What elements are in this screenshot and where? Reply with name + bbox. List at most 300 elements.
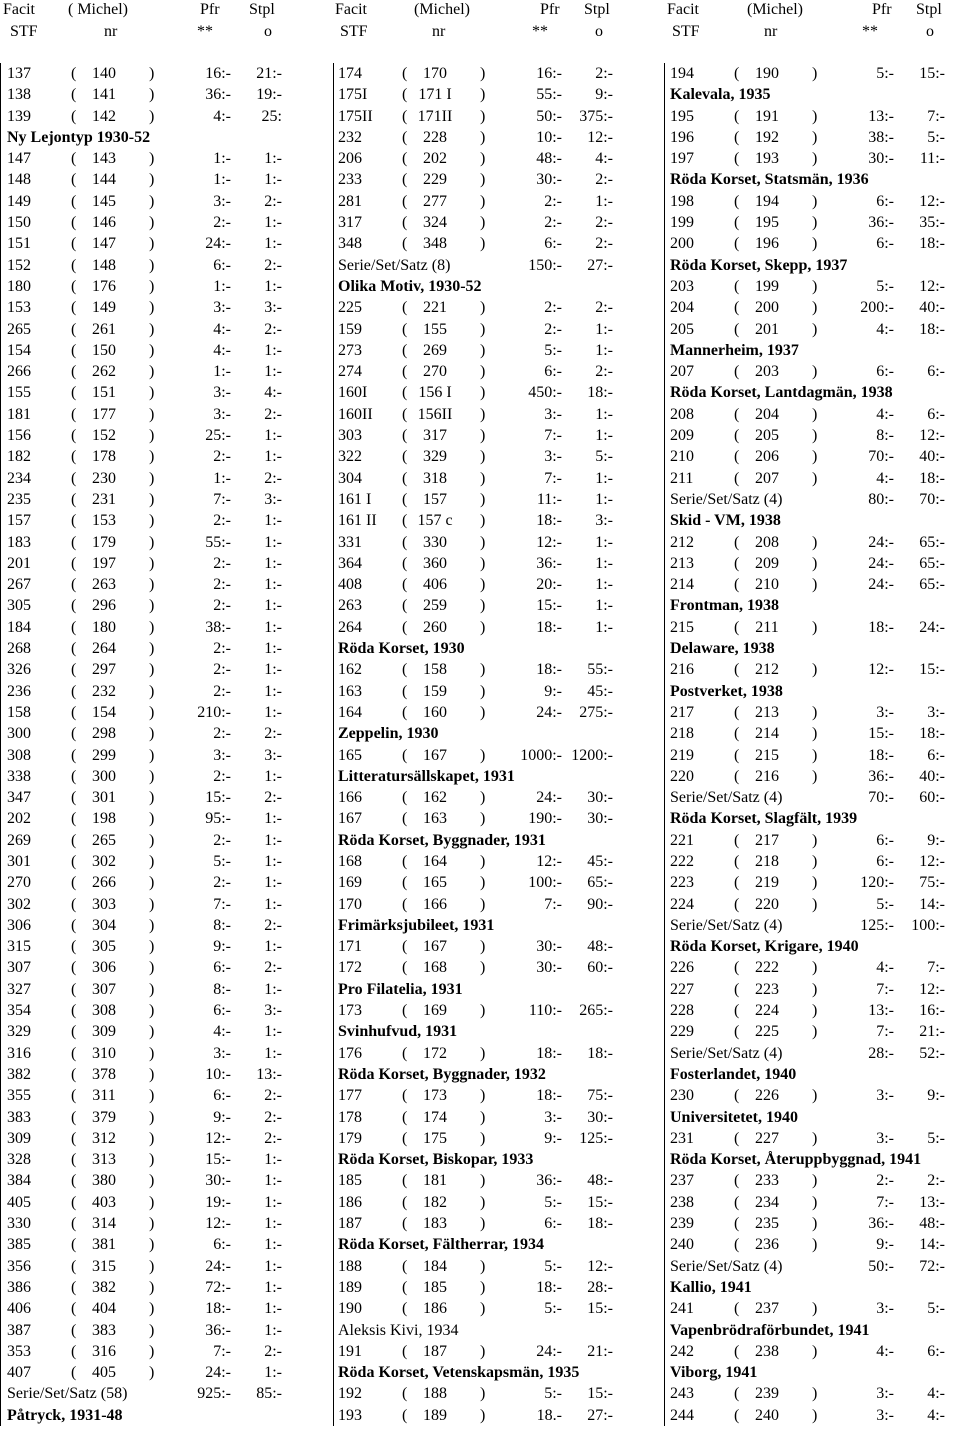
open-paren: ( xyxy=(734,192,740,210)
michel-number: 213 xyxy=(755,703,779,721)
mint-price: 120:- xyxy=(860,874,894,892)
mint-price: 1:- xyxy=(213,150,231,168)
mint-price: 9:- xyxy=(213,1108,231,1126)
open-paren: ( xyxy=(402,852,408,870)
close-paren: ) xyxy=(480,86,486,104)
open-paren: ( xyxy=(71,469,77,487)
used-price: 1:- xyxy=(595,618,613,636)
close-paren: ) xyxy=(812,576,818,594)
used-price: 5:- xyxy=(595,448,613,466)
stamp-row xyxy=(664,1341,960,1362)
stamp-row xyxy=(1,84,333,105)
facit-number: 167 xyxy=(338,810,362,828)
used-price: 275:- xyxy=(579,703,613,721)
michel-number: 230 xyxy=(92,469,116,487)
michel-number: 227 xyxy=(755,1129,779,1147)
open-paren: ( xyxy=(402,597,408,615)
open-paren: ( xyxy=(402,1406,408,1424)
facit-number: 162 xyxy=(338,661,362,679)
stamp-row xyxy=(664,1128,960,1149)
open-paren: ( xyxy=(71,107,77,125)
set-used-price: 70:- xyxy=(919,490,945,508)
mint-price: 3:- xyxy=(544,405,562,423)
used-price: 35:- xyxy=(919,214,945,232)
michel-number: 145 xyxy=(92,192,116,210)
used-price: 30:- xyxy=(587,810,613,828)
facit-number: 242 xyxy=(670,1342,694,1360)
close-paren: ) xyxy=(812,192,818,210)
facit-number: 226 xyxy=(670,959,694,977)
michel-number: 218 xyxy=(755,852,779,870)
stamp-row xyxy=(332,1085,664,1106)
open-paren: ( xyxy=(402,192,408,210)
used-price: 1:- xyxy=(264,171,282,189)
facit-number: 184 xyxy=(7,618,31,636)
open-paren: ( xyxy=(734,1236,740,1254)
set-total-row xyxy=(664,1043,960,1064)
open-paren: ( xyxy=(71,810,77,828)
mint-price: 5:- xyxy=(876,277,894,295)
used-price: 48:- xyxy=(919,1215,945,1233)
facit-number: 166 xyxy=(338,789,362,807)
open-paren: ( xyxy=(71,341,77,359)
stamp-row xyxy=(664,872,960,893)
close-paren: ) xyxy=(812,427,818,445)
price-column-1 xyxy=(0,63,334,1426)
open-paren: ( xyxy=(71,363,77,381)
mint-price: 15:- xyxy=(205,789,231,807)
open-paren: ( xyxy=(734,1023,740,1041)
used-price: 2:- xyxy=(264,789,282,807)
facit-number: 306 xyxy=(7,916,31,934)
open-paren: ( xyxy=(71,1193,77,1211)
used-price: 2:- xyxy=(595,65,613,82)
open-paren: ( xyxy=(71,895,77,913)
stamp-row xyxy=(664,361,960,382)
open-paren: ( xyxy=(402,1087,408,1105)
stamp-row xyxy=(332,745,664,766)
stamp-row xyxy=(332,574,664,595)
used-price: 5:- xyxy=(927,1300,945,1318)
michel-number: 179 xyxy=(92,533,116,551)
michel-number: 171 I xyxy=(418,86,452,104)
used-price: 1:- xyxy=(264,1044,282,1062)
open-paren: ( xyxy=(71,277,77,295)
open-paren: ( xyxy=(402,1257,408,1275)
close-paren: ) xyxy=(149,1129,155,1147)
michel-number: 205 xyxy=(755,427,779,445)
michel-number: 143 xyxy=(92,150,116,168)
open-paren: ( xyxy=(71,490,77,508)
close-paren: ) xyxy=(812,959,818,977)
used-price: 55:- xyxy=(587,661,613,679)
michel-number: 219 xyxy=(755,874,779,892)
mint-price: 6:- xyxy=(876,192,894,210)
mint-price: 7:- xyxy=(544,427,562,445)
close-paren: ) xyxy=(812,725,818,743)
close-paren: ) xyxy=(149,533,155,551)
open-paren: ( xyxy=(402,746,408,764)
facit-number: 240 xyxy=(670,1236,694,1254)
open-paren: ( xyxy=(402,938,408,956)
close-paren: ) xyxy=(149,895,155,913)
michel-number: 240 xyxy=(755,1406,779,1424)
open-paren: ( xyxy=(734,1087,740,1105)
header-o: o xyxy=(595,23,603,40)
used-price: 40:- xyxy=(919,299,945,317)
facit-number: 172 xyxy=(338,959,362,977)
close-paren: ) xyxy=(480,1215,486,1233)
stamp-row xyxy=(1,681,333,702)
used-price: 13:- xyxy=(256,1065,282,1083)
used-price: 13:- xyxy=(919,1193,945,1211)
close-paren: ) xyxy=(149,150,155,168)
mint-price: 3:- xyxy=(213,1044,231,1062)
michel-number: 201 xyxy=(755,320,779,338)
facit-number: 204 xyxy=(670,299,694,317)
michel-number: 163 xyxy=(423,810,447,828)
stamp-row xyxy=(332,1298,664,1319)
stamp-row xyxy=(664,1000,960,1021)
michel-number: 226 xyxy=(755,1087,779,1105)
close-paren: ) xyxy=(149,661,155,679)
michel-number: 193 xyxy=(755,150,779,168)
used-price: 45:- xyxy=(587,682,613,700)
facit-number: 214 xyxy=(670,576,694,594)
mint-price: 24:- xyxy=(868,554,894,572)
open-paren: ( xyxy=(71,1108,77,1126)
close-paren: ) xyxy=(480,1257,486,1275)
michel-number: 234 xyxy=(755,1193,779,1211)
facit-number: 199 xyxy=(670,214,694,232)
michel-number: 186 xyxy=(423,1300,447,1318)
set-mint-price: 80:- xyxy=(868,490,894,508)
open-paren: ( xyxy=(734,767,740,785)
stamp-row xyxy=(332,127,664,148)
open-paren: ( xyxy=(734,277,740,295)
mint-price: 16:- xyxy=(205,65,231,82)
stamp-row xyxy=(332,1000,664,1021)
used-price: 18:- xyxy=(587,1215,613,1233)
used-price: 3:- xyxy=(264,746,282,764)
stamp-row xyxy=(664,830,960,851)
michel-number: 214 xyxy=(755,725,779,743)
michel-number: 207 xyxy=(755,469,779,487)
close-paren: ) xyxy=(149,1151,155,1169)
open-paren: ( xyxy=(734,235,740,253)
stamp-row xyxy=(332,702,664,723)
open-paren: ( xyxy=(71,405,77,423)
set-label: Serie/Set/Satz (4) xyxy=(670,916,783,934)
stamp-row xyxy=(332,169,664,190)
header-pfr: Pfr xyxy=(200,1,220,18)
close-paren: ) xyxy=(480,1278,486,1296)
stamp-row xyxy=(1,63,333,84)
close-paren: ) xyxy=(480,448,486,466)
michel-number: 151 xyxy=(92,384,116,402)
mint-price: 18:- xyxy=(205,1300,231,1318)
facit-number: 233 xyxy=(338,171,362,189)
facit-number: 224 xyxy=(670,895,694,913)
facit-number: 149 xyxy=(7,192,31,210)
mint-price: 450:- xyxy=(528,384,562,402)
stamp-row xyxy=(1,169,333,190)
facit-number: 386 xyxy=(7,1278,31,1296)
close-paren: ) xyxy=(480,192,486,210)
facit-number: 326 xyxy=(7,661,31,679)
mint-price: 36:- xyxy=(205,1321,231,1339)
michel-number: 165 xyxy=(423,874,447,892)
open-paren: ( xyxy=(71,831,77,849)
close-paren: ) xyxy=(812,980,818,998)
stamp-row xyxy=(1,595,333,616)
used-price: 3:- xyxy=(264,490,282,508)
stamp-row xyxy=(1,1128,333,1149)
facit-number: 210 xyxy=(670,448,694,466)
set-total-row xyxy=(1,1383,333,1404)
close-paren: ) xyxy=(480,128,486,146)
facit-number: 387 xyxy=(7,1321,31,1339)
close-paren: ) xyxy=(149,916,155,934)
mint-price: 2:- xyxy=(876,1172,894,1190)
set-mint-price: 28:- xyxy=(868,1044,894,1062)
stamp-row xyxy=(1,297,333,318)
open-paren: ( xyxy=(71,1065,77,1083)
header-michel: (Michel) xyxy=(414,1,470,18)
used-price: 12:- xyxy=(587,1257,613,1275)
mint-price: 6:- xyxy=(544,1215,562,1233)
close-paren: ) xyxy=(812,150,818,168)
close-paren: ) xyxy=(149,682,155,700)
used-price: 1:- xyxy=(264,1278,282,1296)
facit-number: 237 xyxy=(670,1172,694,1190)
open-paren: ( xyxy=(71,703,77,721)
used-price: 1:- xyxy=(264,214,282,232)
section-title: Zeppelin, 1930 xyxy=(338,725,439,743)
facit-number: 218 xyxy=(670,725,694,743)
facit-number: 209 xyxy=(670,427,694,445)
mint-price: 15:- xyxy=(205,1151,231,1169)
used-price: 18:- xyxy=(587,1044,613,1062)
mint-price: 1:- xyxy=(213,171,231,189)
open-paren: ( xyxy=(71,256,77,274)
stamp-row xyxy=(1,553,333,574)
michel-number: 259 xyxy=(423,597,447,615)
open-paren: ( xyxy=(402,1129,408,1147)
mint-price: 7:- xyxy=(213,490,231,508)
mint-price: 9:- xyxy=(876,1236,894,1254)
stamp-row xyxy=(332,1170,664,1191)
mint-price: 6:- xyxy=(544,363,562,381)
mint-price: 30:- xyxy=(536,938,562,956)
facit-number: 264 xyxy=(338,618,362,636)
stamp-row xyxy=(332,532,664,553)
close-paren: ) xyxy=(149,1023,155,1041)
open-paren: ( xyxy=(402,320,408,338)
michel-number: 381 xyxy=(92,1236,116,1254)
mint-price: 38:- xyxy=(205,618,231,636)
stamp-row xyxy=(332,851,664,872)
close-paren: ) xyxy=(149,980,155,998)
mint-price: 6:- xyxy=(213,1087,231,1105)
michel-number: 312 xyxy=(92,1129,116,1147)
stamp-row xyxy=(332,1192,664,1213)
stamp-row xyxy=(1,1362,333,1383)
used-price: 1:- xyxy=(264,874,282,892)
stamp-row xyxy=(664,127,960,148)
mint-price: 30:- xyxy=(868,150,894,168)
mint-price: 2:- xyxy=(544,299,562,317)
mint-price: 18:- xyxy=(536,1087,562,1105)
section-title: Röda Korset, 1930 xyxy=(338,640,465,658)
close-paren: ) xyxy=(149,874,155,892)
close-paren: ) xyxy=(480,150,486,168)
used-price: 2:- xyxy=(264,192,282,210)
open-paren: ( xyxy=(734,959,740,977)
open-paren: ( xyxy=(734,1342,740,1360)
mint-price: 38:- xyxy=(868,128,894,146)
michel-number: 224 xyxy=(755,1002,779,1020)
open-paren: ( xyxy=(402,86,408,104)
set-total-row xyxy=(664,1256,960,1277)
used-price: 1:- xyxy=(264,1172,282,1190)
close-paren: ) xyxy=(480,576,486,594)
open-paren: ( xyxy=(402,490,408,508)
facit-number: 215 xyxy=(670,618,694,636)
mint-price: 36:- xyxy=(536,1172,562,1190)
used-price: 1:- xyxy=(595,192,613,210)
mint-price: 6:- xyxy=(876,363,894,381)
mint-price: 36:- xyxy=(536,554,562,572)
close-paren: ) xyxy=(812,1023,818,1041)
open-paren: ( xyxy=(734,469,740,487)
set-used-price: 60:- xyxy=(919,789,945,807)
used-price: 65:- xyxy=(919,533,945,551)
open-paren: ( xyxy=(71,1257,77,1275)
facit-number: 270 xyxy=(7,874,31,892)
used-price: 1:- xyxy=(595,469,613,487)
mint-price: 4:- xyxy=(876,959,894,977)
facit-number: 160I xyxy=(338,384,368,402)
used-price: 3:- xyxy=(595,512,613,530)
used-price: 1:- xyxy=(264,150,282,168)
facit-number: 155 xyxy=(7,384,31,402)
used-price: 60:- xyxy=(587,959,613,977)
mint-price: 8:- xyxy=(213,916,231,934)
open-paren: ( xyxy=(402,384,408,402)
open-paren: ( xyxy=(71,1278,77,1296)
section-title: Röda Korset, Biskopar, 1933 xyxy=(338,1151,534,1169)
open-paren: ( xyxy=(734,554,740,572)
facit-number: 190 xyxy=(338,1300,362,1318)
open-paren: ( xyxy=(734,363,740,381)
close-paren: ) xyxy=(480,469,486,487)
open-paren: ( xyxy=(402,1215,408,1233)
used-price: 16:- xyxy=(919,1002,945,1020)
stamp-row xyxy=(664,851,960,872)
used-price: 14:- xyxy=(919,895,945,913)
michel-number: 206 xyxy=(755,448,779,466)
close-paren: ) xyxy=(149,363,155,381)
close-paren: ) xyxy=(812,661,818,679)
close-paren: ) xyxy=(149,1065,155,1083)
open-paren: ( xyxy=(71,1300,77,1318)
used-price: 2:- xyxy=(927,1172,945,1190)
open-paren: ( xyxy=(71,384,77,402)
used-price: 1:- xyxy=(264,1300,282,1318)
close-paren: ) xyxy=(149,618,155,636)
facit-number: 216 xyxy=(670,661,694,679)
used-price: 1:- xyxy=(264,682,282,700)
michel-number: 152 xyxy=(92,427,116,445)
close-paren: ) xyxy=(480,789,486,807)
mint-price: 3:- xyxy=(213,746,231,764)
mint-price: 1000:- xyxy=(520,746,562,764)
facit-number: 243 xyxy=(670,1385,694,1403)
michel-number: 383 xyxy=(92,1321,116,1339)
michel-number: 185 xyxy=(423,1278,447,1296)
mint-price: 24:- xyxy=(536,1342,562,1360)
mint-price: 6:- xyxy=(876,235,894,253)
open-paren: ( xyxy=(71,1342,77,1360)
mint-price: 1:- xyxy=(213,469,231,487)
michel-number: 166 xyxy=(423,895,447,913)
open-paren: ( xyxy=(402,405,408,423)
open-paren: ( xyxy=(71,1236,77,1254)
stamp-row xyxy=(1,1043,333,1064)
set-total-row xyxy=(664,489,960,510)
used-price: 2:- xyxy=(264,916,282,934)
stamp-row xyxy=(1,1107,333,1128)
used-price: 75:- xyxy=(587,1087,613,1105)
close-paren: ) xyxy=(480,363,486,381)
open-paren: ( xyxy=(71,682,77,700)
michel-number: 306 xyxy=(92,959,116,977)
close-paren: ) xyxy=(149,597,155,615)
michel-number: 203 xyxy=(755,363,779,381)
used-price: 2:- xyxy=(264,256,282,274)
stamp-row xyxy=(332,191,664,212)
stamp-row xyxy=(332,340,664,361)
michel-number: 172 xyxy=(423,1044,447,1062)
close-paren: ) xyxy=(149,299,155,317)
open-paren: ( xyxy=(402,1300,408,1318)
mint-price: 2:- xyxy=(213,512,231,530)
set-label: Serie/Set/Satz (8) xyxy=(338,256,451,274)
close-paren: ) xyxy=(812,1172,818,1190)
facit-number: 305 xyxy=(7,597,31,615)
facit-number: 156 xyxy=(7,427,31,445)
stamp-row xyxy=(1,382,333,403)
used-price: 12:- xyxy=(919,427,945,445)
mint-price: 6:- xyxy=(544,235,562,253)
stamp-row xyxy=(1,1320,333,1341)
facit-number: 194 xyxy=(670,65,694,82)
used-price: 19:- xyxy=(256,86,282,104)
mint-price: 6:- xyxy=(213,256,231,274)
mint-price: 4:- xyxy=(213,107,231,125)
open-paren: ( xyxy=(734,895,740,913)
close-paren: ) xyxy=(812,277,818,295)
open-paren: ( xyxy=(734,1215,740,1233)
open-paren: ( xyxy=(402,703,408,721)
close-paren: ) xyxy=(812,1236,818,1254)
stamp-row xyxy=(1,830,333,851)
open-paren: ( xyxy=(71,1002,77,1020)
section-title: Frontman, 1938 xyxy=(670,597,780,615)
mint-price: 9:- xyxy=(544,682,562,700)
close-paren: ) xyxy=(480,65,486,82)
